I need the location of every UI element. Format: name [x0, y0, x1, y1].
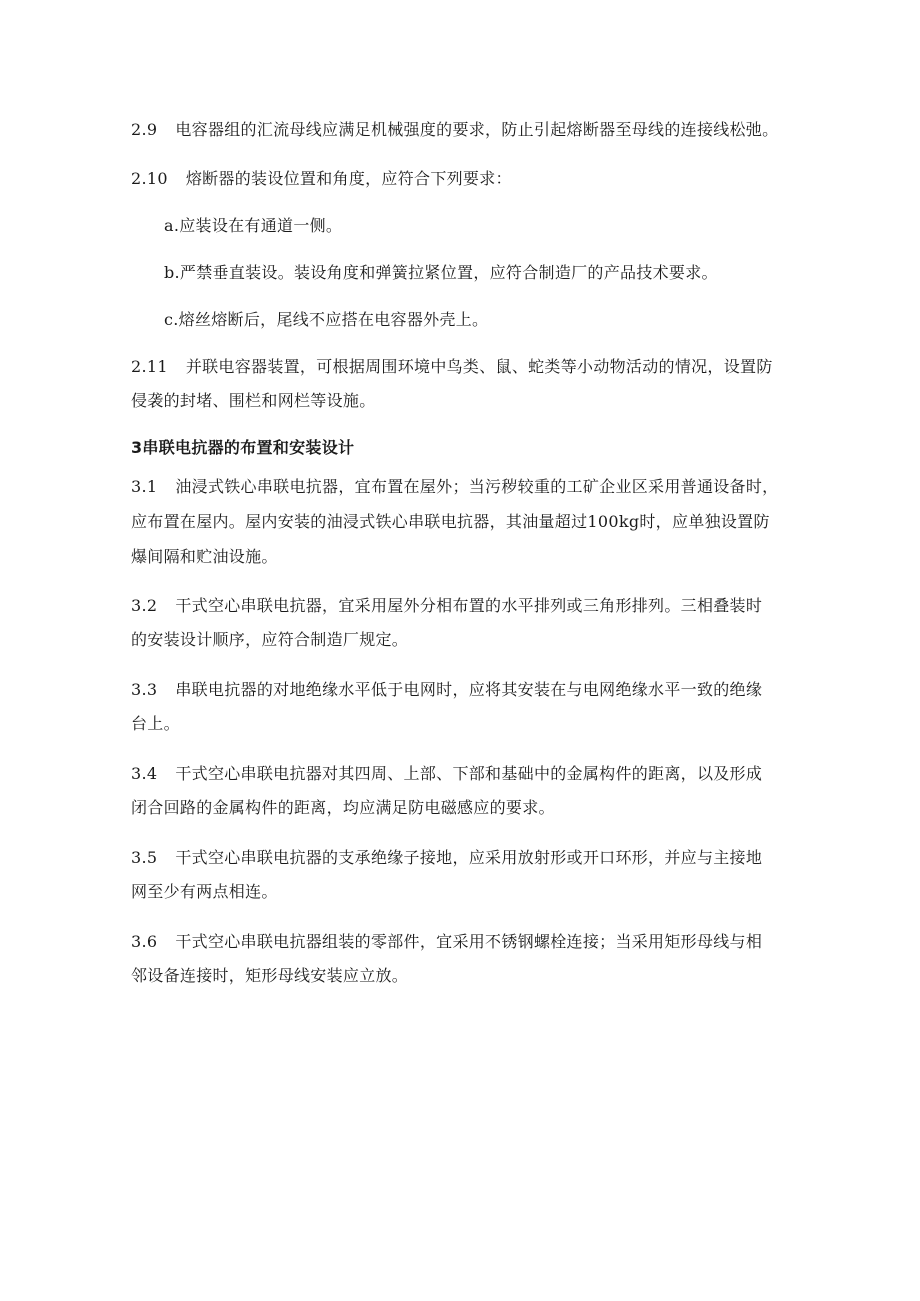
clause-3-2: [131, 596, 762, 616]
clause-2-11: [131, 357, 773, 377]
clause-text: 串联电抗器的对地绝缘水平低于电网时，应将其安装在与电网绝缘水平一致的绝缘: [175, 680, 763, 699]
clause-3-4: [131, 764, 762, 784]
clause-2-11-cont: 侵袭的封堵、围栏和网栏等设施。: [131, 391, 376, 410]
clause-text: 电容器组的汇流母线应满足机械强度的要求，防止引起熔断器至母线的连接线松弛。: [175, 120, 779, 139]
clause-text: 干式空心串联电抗器对其四周、上部、下部和基础中的金属构件的距离，以及形成: [175, 764, 763, 783]
section-heading-3: 3串联电抗器的布置和安装设计: [131, 438, 355, 457]
clause-3-2-cont: 的安装设计顺序，应符合制造厂规定。: [131, 630, 409, 649]
clause-text: 熔断器的装设位置和角度，应符合下列要求：: [185, 169, 512, 188]
clause-3-6-cont: 邻设备连接时，矩形母线安装应立放。: [131, 966, 409, 985]
clause-number: 3.4: [131, 764, 158, 783]
clause-text: 干式空心串联电抗器组装的零部件，宜采用不锈钢螺栓连接；当采用矩形母线与相: [175, 932, 763, 951]
clause-3-1: [131, 477, 778, 497]
clause-text: 并联电容器装置，可根据周围环境中鸟类、鼠、蛇类等小动物活动的情况，设置防: [185, 357, 773, 376]
clause-3-5-cont: 网至少有两点相连。: [131, 882, 278, 901]
clause-number: 3.6: [131, 932, 158, 951]
clause-3-4-cont: 闭合回路的金属构件的距离，均应满足防电磁感应的要求。: [131, 798, 555, 817]
list-item-c: c.熔丝熔断后，尾线不应搭在电容器外壳上。: [164, 310, 489, 329]
list-item-a: a.应装设在有通道一侧。: [164, 216, 343, 235]
list-item-b: b.严禁垂直装设。装设角度和弹簧拉紧位置，应符合制造厂的产品技术要求。: [164, 263, 718, 282]
clause-3-3-cont: 台上。: [131, 714, 180, 733]
clause-number: 2.11: [131, 357, 168, 376]
clause-number: 2.9: [131, 120, 158, 139]
clause-3-3: [131, 680, 762, 700]
clause-3-5: [131, 848, 762, 868]
clause-3-6: [131, 932, 762, 952]
clause-3-1-cont2: 爆间隔和贮油设施。: [131, 547, 278, 566]
clause-number: 3.3: [131, 680, 158, 699]
clause-number: 3.1: [131, 477, 158, 496]
clause-number: 3.2: [131, 596, 158, 615]
clause-number: 3.5: [131, 848, 158, 867]
clause-3-1-cont: 应布置在屋内。屋内安装的油浸式铁心串联电抗器，其油量超过100kg时，应单独设置防: [131, 512, 770, 531]
clause-2-9: [131, 120, 778, 140]
clause-text: 干式空心串联电抗器的支承绝缘子接地，应采用放射形或开口环形，并应与主接地: [175, 848, 763, 867]
clause-text: 油浸式铁心串联电抗器，宜布置在屋外；当污秽较重的工矿企业区采用普通设备时，: [175, 477, 779, 496]
clause-text: 干式空心串联电抗器，宜采用屋外分相布置的水平排列或三角形排列。三相叠装时: [175, 596, 763, 615]
clause-2-10: [131, 169, 512, 189]
clause-number: 2.10: [131, 169, 168, 188]
